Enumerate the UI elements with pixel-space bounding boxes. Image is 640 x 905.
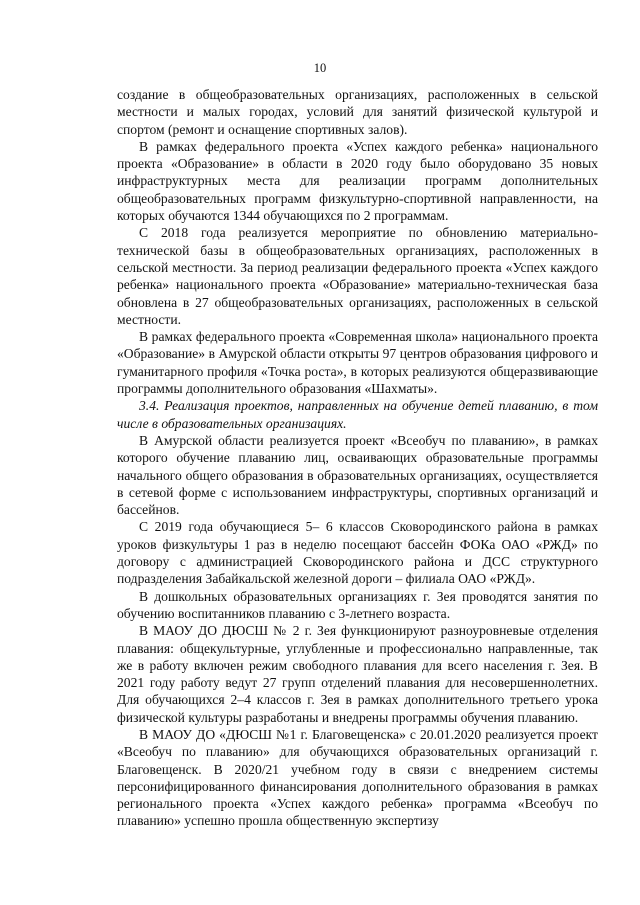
paragraph-zeya-preschool: В дошкольных образовательных организациях г. Зея проводятся занятия по обучению воспитанников плаванию с 3-летнего возраста. [117,588,598,621]
paragraph-skovorodino-pool: С 2019 года обучающиеся 5– 6 классов Сковородинского района в рамках уроков физкультуры 1 раз в неделю посещают бассейн ФОКа ОАО «РЖД» по договору с администрацией Сковородинского района и ДСС структурного подразделения Забайкальской железной дороги – филиала ОАО «РЖД». [117,519,598,587]
paragraph-blagoveshchensk-sports-school: В МАОУ ДО «ДЮСШ №1 г. Благовещенска» с 20.01.2020 реализуется проект «Всеобуч по плаванию» для обучающихся образовательных организаций г. Благовещенск. В 2020/21 учебном году в связи с внедрением системы персонифицированного финансирования дополнительного образования в рамках регионального проекта «Успех каждого ребенка» программа «Всеобуч по плаванию» успешно прошла общественную экспертизу [117,726,598,829]
paragraph-zeya-sports-school: В МАОУ ДО ДЮСШ № 2 г. Зея функционируют разноуровневые отделения плавания: общекультурные, углубленные и профессионально направленные, так же в работу включен режим свободного плавания для всего населения г. Зея. В 2021 году работу ведут 27 групп отделений плавания для несовершеннолетних. Для обучающихся 2–4 классов г. Зея в рамках дополнительного третьего урока физической культуры разработаны и внедрены программы обучения плаванию. [117,623,598,725]
document-body [117,86,598,830]
paragraph-modern-school-chess: В рамках федерального проекта «Современная школа» национального проекта «Образование» в Амурской области открыты 97 центров образования цифрового и гуманитарного профиля «Точка роста», в которых реализуются общеразвивающие программы дополнительного образования «Шахматы». [117,329,598,397]
page-number: 10 [313,61,327,75]
paragraph-swimming-project: В Амурской области реализуется проект «Всеобуч по плаванию», в рамках которого обучение плаванию лиц, осваивающих образовательные программы начального общего образования в образовательных организациях, осуществляется в сетевой форме с использованием инфраструктуры, спортивных организаций и бассейнов. [117,432,598,518]
section-heading-swimming: 3.4. Реализация проектов, направленных на обучение детей плаванию, в том числе в образовательных организациях. [117,398,598,431]
paragraph-continuation: создание в общеобразовательных организациях, расположенных в сельской местности и малых городах, условий для занятий физической культурой и спортом (ремонт и оснащение спортивных залов). [117,87,598,137]
paragraph-rural-material-base: С 2018 года реализуется мероприятие по обновлению материально-технической базы в общеобразовательных организациях, расположенных в сельской местности. За период реализации федерального проекта «Успех каждого ребенка» национального проекта «Образование» материально-техническая база обновлена в 27 общеобразовательных организациях, расположенных в сельской местности. [117,225,598,327]
paragraph-success-of-every-child-infrastructure: В рамках федерального проекта «Успех каждого ребенка» национального проекта «Образование» в области в 2020 году было оборудовано 35 новых инфраструктурных места для реализации программ дополнительных общеобразовательных программ физкультурно-спортивной направленности, на которых обучаются 1344 обучающихся по 2 программам. [117,138,598,224]
